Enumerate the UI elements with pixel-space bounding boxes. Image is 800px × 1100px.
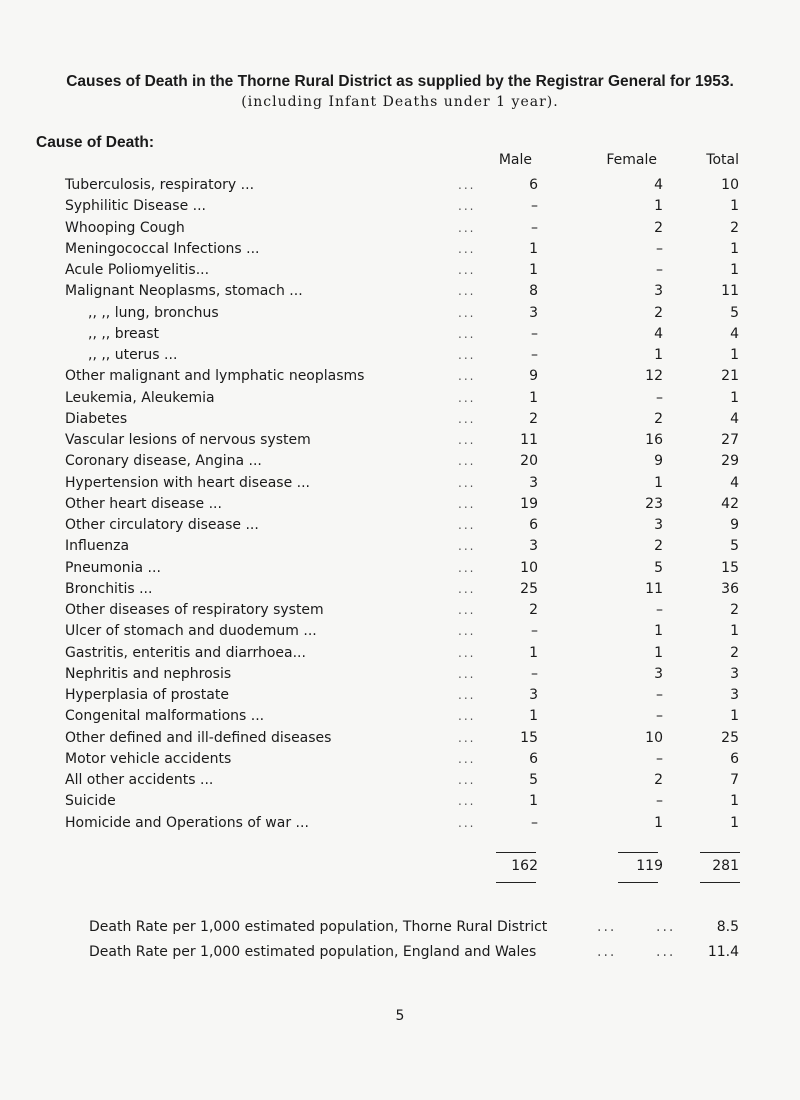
table-row bbox=[0, 664, 800, 685]
cell-male: 10 bbox=[520, 559, 538, 576]
cause-label: Other diseases of respiratory system bbox=[65, 602, 324, 618]
table-row bbox=[0, 473, 800, 494]
cell-male: 3 bbox=[529, 474, 538, 491]
cell-male: 6 bbox=[529, 517, 538, 533]
leader-dots: ... bbox=[458, 263, 476, 277]
cell-female: 3 bbox=[654, 665, 663, 682]
total-rule-total-top bbox=[700, 852, 740, 853]
total-rule-total-bottom bbox=[700, 882, 740, 883]
cell-total: 36 bbox=[721, 580, 739, 597]
cell-male: 15 bbox=[520, 729, 538, 746]
cell-female: 23 bbox=[645, 495, 663, 512]
cell-female: – bbox=[656, 687, 663, 703]
table-row bbox=[0, 813, 800, 834]
leader-dots: ... bbox=[458, 496, 476, 511]
cell-male: – bbox=[531, 325, 538, 342]
cell-total: 1 bbox=[730, 347, 739, 363]
leader-dots: ... bbox=[458, 666, 476, 681]
cell-male: 2 bbox=[529, 602, 538, 618]
cell-female: 2 bbox=[654, 410, 663, 427]
causes-table bbox=[0, 175, 800, 834]
cell-total: 9 bbox=[730, 517, 739, 533]
cell-female: 4 bbox=[654, 177, 663, 193]
leader-dots: ... bbox=[458, 454, 476, 469]
cell-female: 1 bbox=[654, 198, 663, 215]
cell-female: – bbox=[656, 602, 663, 618]
cell-total: 11 bbox=[721, 283, 739, 300]
cell-male: 1 bbox=[529, 708, 538, 725]
cell-total: 42 bbox=[721, 495, 739, 512]
cause-label: Leukemia, Aleukemia bbox=[65, 389, 215, 406]
cell-female: 2 bbox=[654, 772, 663, 788]
cell-total: 1 bbox=[730, 262, 739, 278]
leader-dots: ... bbox=[458, 645, 476, 660]
total-female: 119 bbox=[636, 858, 663, 874]
leader-dots: ... bbox=[458, 220, 476, 235]
cell-male: 3 bbox=[529, 538, 538, 555]
total-male: 162 bbox=[511, 858, 538, 874]
cell-total: 4 bbox=[730, 410, 739, 427]
table-row bbox=[0, 536, 800, 557]
cause-label: Meningococcal Infections ... bbox=[65, 240, 260, 257]
death-rate-district bbox=[89, 916, 739, 938]
cause-label: ,, ,, lung, bronchus bbox=[88, 304, 219, 321]
cause-label: All other accidents ... bbox=[65, 772, 214, 788]
total-rule-female-bottom bbox=[618, 882, 658, 883]
table-row bbox=[0, 558, 800, 579]
cell-female: 3 bbox=[654, 517, 663, 533]
death-rate-england-wales-value: 11.4 bbox=[707, 944, 739, 960]
table-row bbox=[0, 770, 800, 791]
cell-female: 2 bbox=[654, 304, 663, 321]
cause-label: Whooping Cough bbox=[65, 219, 185, 236]
cause-label: Suicide bbox=[65, 793, 116, 810]
leader-dots: ... bbox=[458, 199, 476, 214]
cell-male: 3 bbox=[529, 304, 538, 321]
cell-male: 8 bbox=[529, 283, 538, 300]
cause-label: Congenital malformations ... bbox=[65, 708, 265, 725]
cell-female: 1 bbox=[654, 623, 663, 640]
table-row bbox=[0, 579, 800, 600]
table-row bbox=[0, 749, 800, 770]
cell-male: 19 bbox=[520, 495, 538, 512]
cause-label: Malignant Neoplasms, stomach ... bbox=[65, 283, 303, 300]
leader-dots: ... bbox=[458, 815, 476, 830]
cell-male: 1 bbox=[529, 389, 538, 406]
total-rule-male-top bbox=[496, 852, 536, 853]
cell-female: 1 bbox=[654, 347, 663, 363]
leader-dots: ... bbox=[458, 305, 476, 320]
cause-label: Other defined and ill-defined diseases bbox=[65, 729, 332, 746]
leader-dots: ... bbox=[656, 944, 676, 960]
leader-dots: ... bbox=[458, 390, 476, 405]
cell-female: – bbox=[656, 389, 663, 406]
table-row bbox=[0, 685, 800, 706]
leader-dots: ... bbox=[597, 919, 617, 935]
leader-dots: ... bbox=[458, 178, 476, 192]
cell-total: 4 bbox=[730, 474, 739, 491]
cell-female: 10 bbox=[645, 729, 663, 746]
cell-male: 11 bbox=[520, 432, 538, 448]
leader-dots: ... bbox=[458, 751, 476, 766]
table-row bbox=[0, 345, 800, 366]
cell-female: 5 bbox=[654, 559, 663, 576]
cell-female: 16 bbox=[645, 432, 663, 448]
leader-dots: ... bbox=[458, 539, 476, 554]
cell-female: – bbox=[656, 793, 663, 810]
cell-female: 4 bbox=[654, 325, 663, 342]
cell-total: 7 bbox=[730, 772, 739, 788]
cell-female: 1 bbox=[654, 474, 663, 491]
total-rule-female-top bbox=[618, 852, 658, 853]
cause-label: Ulcer of stomach and duodemum ... bbox=[65, 623, 317, 640]
cause-label: Other circulatory disease ... bbox=[65, 517, 259, 533]
cell-total: 29 bbox=[721, 453, 739, 470]
leader-dots: ... bbox=[458, 560, 476, 575]
totals-row bbox=[0, 855, 800, 877]
table-row bbox=[0, 303, 800, 324]
table-row bbox=[0, 621, 800, 642]
death-rate-england-wales bbox=[89, 941, 739, 963]
cell-male: 1 bbox=[529, 793, 538, 810]
page-title: Causes of Death in the Thorne Rural District as supplied by the Registrar General for 1953. bbox=[66, 73, 734, 90]
cell-total: 1 bbox=[730, 198, 739, 215]
cause-label: Syphilitic Disease ... bbox=[65, 198, 206, 215]
cell-male: 2 bbox=[529, 410, 538, 427]
cell-female: – bbox=[656, 708, 663, 725]
cell-total: 15 bbox=[721, 559, 739, 576]
leader-dots: ... bbox=[458, 603, 476, 617]
cell-female: 9 bbox=[654, 453, 663, 470]
cause-label: Pneumonia ... bbox=[65, 559, 161, 576]
cell-male: – bbox=[531, 665, 538, 682]
table-row bbox=[0, 281, 800, 302]
cell-total: 4 bbox=[730, 325, 739, 342]
leader-dots: ... bbox=[458, 518, 476, 532]
table-row bbox=[0, 388, 800, 409]
cell-female: 11 bbox=[645, 580, 663, 597]
leader-dots: ... bbox=[458, 284, 476, 299]
column-header-male: Male bbox=[498, 152, 532, 168]
cause-label: Coronary disease, Angina ... bbox=[65, 453, 262, 470]
cell-total: 2 bbox=[730, 644, 739, 661]
death-rate-district-label: Death Rate per 1,000 estimated population, Thorne Rural District bbox=[89, 919, 548, 935]
total-rule-male-bottom bbox=[496, 882, 536, 883]
cell-female: 3 bbox=[654, 283, 663, 300]
cell-total: 1 bbox=[730, 793, 739, 810]
cell-male: 9 bbox=[529, 368, 538, 385]
cell-total: 5 bbox=[730, 538, 739, 555]
cell-male: 5 bbox=[529, 772, 538, 788]
cause-label: Other malignant and lymphatic neoplasms bbox=[65, 368, 365, 385]
table-row bbox=[0, 451, 800, 472]
table-row bbox=[0, 409, 800, 430]
cell-total: 3 bbox=[730, 687, 739, 703]
cell-male: – bbox=[531, 219, 538, 236]
leader-dots: ... bbox=[458, 624, 476, 639]
cell-male: – bbox=[531, 347, 538, 363]
cause-label: Vascular lesions of nervous system bbox=[65, 432, 311, 448]
table-row bbox=[0, 239, 800, 260]
table-row bbox=[0, 494, 800, 515]
death-rate-district-value: 8.5 bbox=[716, 919, 739, 935]
cell-total: 6 bbox=[730, 750, 739, 767]
table-row bbox=[0, 366, 800, 387]
cell-total: 1 bbox=[730, 240, 739, 257]
cell-male: 6 bbox=[529, 750, 538, 767]
cell-total: 3 bbox=[730, 665, 739, 682]
cause-label: ,, ,, uterus ... bbox=[88, 347, 178, 363]
page-subtitle: (including Infant Deaths under 1 year). bbox=[241, 94, 559, 110]
cell-male: – bbox=[531, 814, 538, 831]
cell-male: – bbox=[531, 198, 538, 215]
cell-female: 2 bbox=[654, 219, 663, 236]
column-header-total: Total bbox=[706, 152, 739, 168]
cause-label: Other heart disease ... bbox=[65, 495, 222, 512]
cell-total: 2 bbox=[730, 219, 739, 236]
cell-male: 3 bbox=[529, 687, 538, 703]
leader-dots: ... bbox=[458, 709, 476, 724]
cell-female: 12 bbox=[645, 368, 663, 385]
leader-dots: ... bbox=[458, 581, 476, 596]
cell-male: 1 bbox=[529, 262, 538, 278]
cell-total: 25 bbox=[721, 729, 739, 746]
leader-dots: ... bbox=[458, 348, 476, 362]
cell-female: – bbox=[656, 750, 663, 767]
leader-dots: ... bbox=[656, 919, 676, 935]
leader-dots: ... bbox=[458, 794, 476, 809]
total-all: 281 bbox=[712, 858, 739, 874]
table-row bbox=[0, 706, 800, 727]
cause-label: Homicide and Operations of war ... bbox=[65, 814, 309, 831]
cell-female: 2 bbox=[654, 538, 663, 555]
table-row bbox=[0, 196, 800, 217]
cause-label: Tuberculosis, respiratory ... bbox=[65, 177, 255, 193]
table-row bbox=[0, 260, 800, 281]
cell-female: – bbox=[656, 240, 663, 257]
cause-label: Diabetes bbox=[65, 410, 128, 427]
table-row bbox=[0, 728, 800, 749]
leader-dots: ... bbox=[458, 433, 476, 447]
cell-male: 25 bbox=[520, 580, 538, 597]
cause-heading: Cause of Death: bbox=[36, 134, 154, 151]
page-number: 5 bbox=[395, 1008, 405, 1024]
table-row bbox=[0, 515, 800, 536]
cell-total: 1 bbox=[730, 814, 739, 831]
leader-dots: ... bbox=[597, 944, 617, 960]
cell-total: 1 bbox=[730, 623, 739, 640]
cell-male: 1 bbox=[529, 644, 538, 661]
cell-female: 1 bbox=[654, 644, 663, 661]
leader-dots: ... bbox=[458, 730, 476, 745]
cell-male: 6 bbox=[529, 177, 538, 193]
table-row bbox=[0, 218, 800, 239]
cause-label: Influenza bbox=[65, 538, 130, 555]
leader-dots: ... bbox=[458, 411, 476, 426]
table-row bbox=[0, 324, 800, 345]
cell-female: – bbox=[656, 262, 663, 278]
cause-label: Acule Poliomyelitis... bbox=[65, 262, 210, 278]
cell-total: 2 bbox=[730, 602, 739, 618]
cause-label: Hyperplasia of prostate bbox=[65, 687, 229, 703]
leader-dots: ... bbox=[458, 688, 476, 702]
table-row bbox=[0, 791, 800, 812]
cause-label: Hypertension with heart disease ... bbox=[65, 474, 310, 491]
leader-dots: ... bbox=[458, 369, 476, 384]
cause-label: Motor vehicle accidents bbox=[65, 750, 232, 767]
cell-male: – bbox=[531, 623, 538, 640]
leader-dots: ... bbox=[458, 326, 476, 341]
cause-label: Nephritis and nephrosis bbox=[65, 665, 232, 682]
cell-total: 21 bbox=[721, 368, 739, 385]
leader-dots: ... bbox=[458, 241, 476, 256]
cause-label: ,, ,, breast bbox=[88, 325, 160, 342]
cell-total: 1 bbox=[730, 708, 739, 725]
leader-dots: ... bbox=[458, 475, 476, 490]
table-row bbox=[0, 430, 800, 451]
cause-label: Bronchitis ... bbox=[65, 580, 153, 597]
death-rate-england-wales-label: Death Rate per 1,000 estimated population, England and Wales bbox=[89, 944, 537, 960]
cell-total: 27 bbox=[721, 432, 739, 448]
cell-male: 1 bbox=[529, 240, 538, 257]
cause-label: Gastritis, enteritis and diarrhoea... bbox=[65, 644, 306, 661]
cell-female: 1 bbox=[654, 814, 663, 831]
table-row bbox=[0, 643, 800, 664]
cell-male: 20 bbox=[520, 453, 538, 470]
cell-total: 1 bbox=[730, 389, 739, 406]
table-row bbox=[0, 175, 800, 196]
leader-dots: ... bbox=[458, 773, 476, 787]
table-row bbox=[0, 600, 800, 621]
cell-total: 5 bbox=[730, 304, 739, 321]
cell-total: 10 bbox=[721, 177, 739, 193]
column-header-female: Female bbox=[606, 152, 657, 168]
